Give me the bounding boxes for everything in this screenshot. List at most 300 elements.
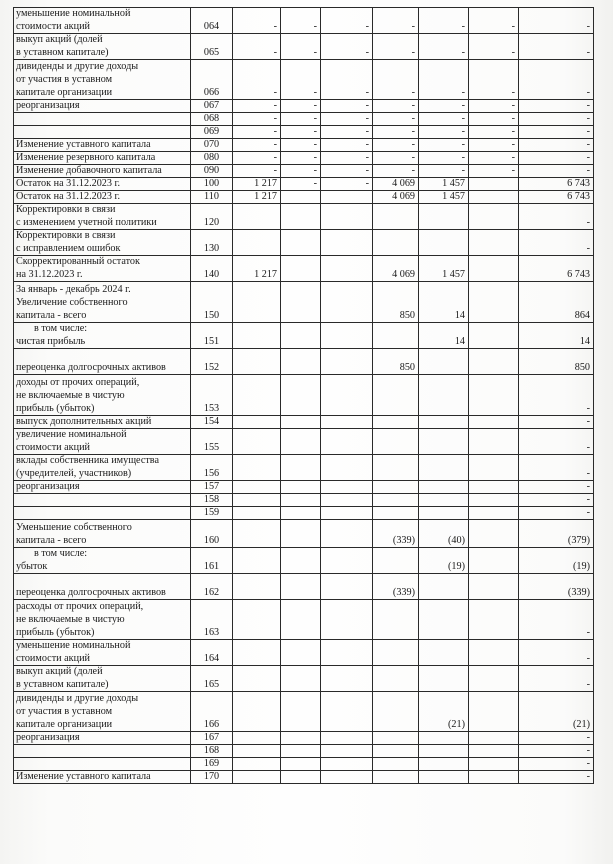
- value-cell: [281, 281, 321, 322]
- row-label-cell: [13, 33, 191, 59]
- value-cell: [419, 151, 469, 164]
- table-row: [13, 138, 594, 151]
- row-code: 157: [203, 481, 220, 492]
- cell-value: (19): [448, 561, 465, 572]
- value-cell: [321, 599, 373, 639]
- cell-value: -: [365, 87, 369, 98]
- row-label: уменьшение номинальной стоимости акций: [16, 640, 131, 664]
- value-cell: [373, 744, 419, 757]
- value-cell: [233, 151, 281, 164]
- table-row: [13, 348, 594, 374]
- value-cell: [519, 177, 594, 190]
- value-cell: [321, 125, 373, 138]
- row-code: 164: [203, 653, 220, 664]
- value-cell: [281, 59, 321, 99]
- row-code-cell: [191, 112, 233, 125]
- table-row: [13, 770, 594, 784]
- value-cell: [519, 229, 594, 255]
- cell-value: -: [586, 679, 590, 690]
- value-cell: [519, 348, 594, 374]
- value-cell: [281, 454, 321, 480]
- cell-value: 6 743: [567, 191, 590, 202]
- cell-value: -: [313, 152, 317, 163]
- value-cell: [373, 112, 419, 125]
- value-cell: [469, 428, 519, 454]
- row-code: 158: [203, 494, 220, 505]
- value-cell: [469, 59, 519, 99]
- value-cell: [373, 33, 419, 59]
- value-cell: [321, 255, 373, 281]
- row-code: 152: [203, 362, 220, 373]
- row-code: 064: [203, 21, 220, 32]
- value-cell: [281, 639, 321, 665]
- cell-value: (40): [448, 535, 465, 546]
- cell-value: -: [313, 126, 317, 137]
- table-row: [13, 322, 594, 348]
- value-cell: [519, 7, 594, 33]
- cell-value: (21): [573, 719, 590, 730]
- row-code: 166: [203, 719, 220, 730]
- row-label: выпуск дополнительных акций: [16, 416, 152, 427]
- table-row: [13, 506, 594, 519]
- row-code-cell: [191, 415, 233, 428]
- cell-value: -: [461, 47, 465, 58]
- value-cell: [373, 493, 419, 506]
- value-cell: [519, 573, 594, 599]
- value-cell: [233, 322, 281, 348]
- cell-value: -: [273, 152, 277, 163]
- row-label: Корректировки в связи с исправлением ошибок: [16, 230, 121, 254]
- cell-value: -: [273, 139, 277, 150]
- value-cell: [519, 112, 594, 125]
- row-code-cell: [191, 125, 233, 138]
- value-cell: [233, 519, 281, 547]
- value-cell: [373, 255, 419, 281]
- row-label: За январь - декабрь 2024 г. Увеличение собственного капитала - всего: [16, 284, 131, 321]
- value-cell: [469, 506, 519, 519]
- row-code-cell: [191, 151, 233, 164]
- value-cell: [281, 599, 321, 639]
- value-cell: [469, 731, 519, 744]
- cell-value: -: [411, 47, 415, 58]
- value-cell: [373, 7, 419, 33]
- row-label: реорганизация: [16, 732, 80, 743]
- row-code: 168: [203, 745, 220, 756]
- value-cell: [321, 665, 373, 691]
- value-cell: [419, 770, 469, 784]
- row-code-cell: [191, 770, 233, 784]
- cell-value: -: [586, 771, 590, 782]
- row-label: выкуп акций (долей в уставном капитале): [16, 34, 109, 58]
- value-cell: [321, 99, 373, 112]
- value-cell: [519, 480, 594, 493]
- row-code: 151: [203, 336, 220, 347]
- value-cell: [321, 454, 373, 480]
- row-code: 140: [203, 269, 220, 280]
- value-cell: [419, 255, 469, 281]
- value-cell: [373, 454, 419, 480]
- table-row: [13, 639, 594, 665]
- row-code-cell: [191, 744, 233, 757]
- value-cell: [419, 757, 469, 770]
- value-cell: [281, 112, 321, 125]
- row-label: переоценка долгосрочных активов: [16, 362, 166, 373]
- row-code-cell: [191, 731, 233, 744]
- row-code-cell: [191, 665, 233, 691]
- cell-value: 14: [579, 336, 590, 347]
- value-cell: [469, 281, 519, 322]
- row-label: в том числе: чистая прибыль: [16, 323, 88, 347]
- value-cell: [519, 255, 594, 281]
- value-cell: [419, 374, 469, 415]
- value-cell: [469, 547, 519, 573]
- value-cell: [321, 639, 373, 665]
- cell-value: -: [586, 627, 590, 638]
- cell-value: 850: [574, 362, 590, 373]
- cell-value: -: [365, 100, 369, 111]
- value-cell: [233, 665, 281, 691]
- row-label: Изменение резервного капитала: [16, 152, 156, 163]
- value-cell: [469, 164, 519, 177]
- row-label-cell: [13, 255, 191, 281]
- value-cell: [373, 164, 419, 177]
- value-cell: [419, 599, 469, 639]
- cell-value: 14: [454, 310, 465, 321]
- row-code-cell: [191, 281, 233, 322]
- cell-value: 1 217: [254, 269, 277, 280]
- value-cell: [469, 229, 519, 255]
- value-cell: [233, 547, 281, 573]
- value-cell: [419, 7, 469, 33]
- cell-value: -: [511, 21, 515, 32]
- value-cell: [321, 691, 373, 731]
- table-row: [13, 190, 594, 203]
- value-cell: [281, 322, 321, 348]
- value-cell: [469, 599, 519, 639]
- value-cell: [373, 99, 419, 112]
- row-code: 154: [203, 416, 220, 427]
- value-cell: [519, 757, 594, 770]
- value-cell: [321, 138, 373, 151]
- value-cell: [419, 573, 469, 599]
- value-cell: [281, 415, 321, 428]
- value-cell: [321, 573, 373, 599]
- value-cell: [419, 639, 469, 665]
- value-cell: [233, 33, 281, 59]
- value-cell: [419, 480, 469, 493]
- cell-value: -: [586, 507, 590, 518]
- value-cell: [321, 493, 373, 506]
- equity-changes-table: [13, 7, 594, 784]
- cell-value: (339): [392, 587, 415, 598]
- row-label: Остаток на 31.12.2023 г.: [16, 191, 121, 202]
- value-cell: [281, 744, 321, 757]
- cell-value: -: [586, 100, 590, 111]
- value-cell: [233, 639, 281, 665]
- cell-value: 1 217: [254, 191, 277, 202]
- cell-value: 4 069: [392, 269, 415, 280]
- row-label: реорганизация: [16, 481, 80, 492]
- row-code: 159: [203, 507, 220, 518]
- value-cell: [281, 164, 321, 177]
- row-label-cell: [13, 374, 191, 415]
- value-cell: [373, 322, 419, 348]
- row-code: 069: [203, 126, 220, 137]
- value-cell: [419, 203, 469, 229]
- value-cell: [373, 639, 419, 665]
- cell-value: -: [461, 113, 465, 124]
- table-row: [13, 33, 594, 59]
- value-cell: [519, 33, 594, 59]
- value-cell: [419, 281, 469, 322]
- cell-value: -: [313, 178, 317, 189]
- value-cell: [373, 573, 419, 599]
- row-code-cell: [191, 480, 233, 493]
- value-cell: [419, 547, 469, 573]
- value-cell: [419, 99, 469, 112]
- value-cell: [419, 428, 469, 454]
- value-cell: [233, 415, 281, 428]
- row-label-cell: [13, 744, 191, 757]
- cell-value: -: [586, 494, 590, 505]
- row-code: 169: [203, 758, 220, 769]
- value-cell: [519, 428, 594, 454]
- value-cell: [419, 33, 469, 59]
- row-label-cell: [13, 757, 191, 770]
- value-cell: [469, 125, 519, 138]
- cell-value: 850: [399, 310, 415, 321]
- row-label-cell: [13, 151, 191, 164]
- value-cell: [321, 731, 373, 744]
- row-label-cell: [13, 665, 191, 691]
- value-cell: [519, 125, 594, 138]
- value-cell: [519, 547, 594, 573]
- value-cell: [281, 493, 321, 506]
- cell-value: -: [313, 47, 317, 58]
- cell-value: -: [365, 139, 369, 150]
- value-cell: [469, 770, 519, 784]
- table-row: [13, 493, 594, 506]
- value-cell: [469, 33, 519, 59]
- value-cell: [419, 415, 469, 428]
- table-row: [13, 744, 594, 757]
- value-cell: [233, 281, 281, 322]
- row-label-cell: [13, 454, 191, 480]
- cell-value: -: [511, 126, 515, 137]
- cell-value: -: [411, 165, 415, 176]
- row-code: 080: [203, 152, 220, 163]
- row-code: 163: [203, 627, 220, 638]
- value-cell: [321, 506, 373, 519]
- table-row: [13, 203, 594, 229]
- row-code-cell: [191, 138, 233, 151]
- value-cell: [281, 480, 321, 493]
- value-cell: [321, 322, 373, 348]
- cell-value: -: [511, 87, 515, 98]
- table-row: [13, 599, 594, 639]
- row-label-cell: [13, 177, 191, 190]
- row-label-cell: [13, 519, 191, 547]
- row-label-cell: [13, 493, 191, 506]
- row-label-cell: [13, 731, 191, 744]
- row-code-cell: [191, 573, 233, 599]
- value-cell: [321, 7, 373, 33]
- value-cell: [233, 493, 281, 506]
- value-cell: [519, 203, 594, 229]
- row-code-cell: [191, 164, 233, 177]
- value-cell: [373, 428, 419, 454]
- cell-value: -: [511, 165, 515, 176]
- value-cell: [281, 99, 321, 112]
- value-cell: [233, 454, 281, 480]
- row-code-cell: [191, 177, 233, 190]
- row-label-cell: [13, 691, 191, 731]
- row-code-cell: [191, 757, 233, 770]
- row-label-cell: [13, 164, 191, 177]
- cell-value: -: [586, 87, 590, 98]
- row-label-cell: [13, 281, 191, 322]
- cell-value: -: [461, 87, 465, 98]
- row-code-cell: [191, 33, 233, 59]
- cell-value: -: [586, 139, 590, 150]
- value-cell: [373, 138, 419, 151]
- value-cell: [519, 665, 594, 691]
- value-cell: [373, 281, 419, 322]
- row-code-cell: [191, 691, 233, 731]
- value-cell: [281, 190, 321, 203]
- row-label-cell: [13, 203, 191, 229]
- row-label: выкуп акций (долей в уставном капитале): [16, 666, 109, 690]
- row-label-cell: [13, 59, 191, 99]
- value-cell: [233, 203, 281, 229]
- value-cell: [321, 203, 373, 229]
- value-cell: [321, 374, 373, 415]
- row-code-cell: [191, 348, 233, 374]
- value-cell: [233, 112, 281, 125]
- cell-value: -: [365, 152, 369, 163]
- value-cell: [469, 573, 519, 599]
- cell-value: -: [313, 165, 317, 176]
- value-cell: [373, 125, 419, 138]
- row-label-cell: [13, 322, 191, 348]
- table-row: [13, 255, 594, 281]
- value-cell: [419, 138, 469, 151]
- table-row: [13, 428, 594, 454]
- value-cell: [373, 59, 419, 99]
- value-cell: [281, 770, 321, 784]
- value-cell: [469, 493, 519, 506]
- value-cell: [281, 203, 321, 229]
- cell-value: -: [461, 152, 465, 163]
- row-code-cell: [191, 322, 233, 348]
- value-cell: [469, 190, 519, 203]
- cell-value: -: [411, 139, 415, 150]
- cell-value: 1 457: [442, 178, 465, 189]
- value-cell: [321, 744, 373, 757]
- cell-value: -: [411, 126, 415, 137]
- cell-value: -: [586, 165, 590, 176]
- row-label: Изменение уставного капитала: [16, 139, 151, 150]
- value-cell: [519, 506, 594, 519]
- cell-value: -: [273, 126, 277, 137]
- cell-value: (21): [448, 719, 465, 730]
- row-label: Корректировки в связи с изменением учетной политики: [16, 204, 157, 228]
- value-cell: [469, 99, 519, 112]
- value-cell: [281, 177, 321, 190]
- cell-value: -: [586, 468, 590, 479]
- cell-value: -: [313, 139, 317, 150]
- value-cell: [469, 519, 519, 547]
- value-cell: [373, 599, 419, 639]
- table-row: [13, 519, 594, 547]
- value-cell: [469, 151, 519, 164]
- row-code-cell: [191, 599, 233, 639]
- cell-value: -: [313, 113, 317, 124]
- row-code: 167: [203, 732, 220, 743]
- value-cell: [281, 665, 321, 691]
- value-cell: [373, 547, 419, 573]
- row-label: доходы от прочих операций, не включаемые в чистую прибыль (убыток): [16, 377, 140, 414]
- value-cell: [233, 59, 281, 99]
- table-row: [13, 480, 594, 493]
- value-cell: [321, 480, 373, 493]
- value-cell: [233, 7, 281, 33]
- value-cell: [519, 99, 594, 112]
- row-label-cell: [13, 415, 191, 428]
- value-cell: [233, 177, 281, 190]
- value-cell: [469, 177, 519, 190]
- value-cell: [373, 177, 419, 190]
- cell-value: -: [411, 100, 415, 111]
- table-row: [13, 665, 594, 691]
- table-row: [13, 573, 594, 599]
- row-code: 160: [203, 535, 220, 546]
- value-cell: [281, 229, 321, 255]
- row-code-cell: [191, 506, 233, 519]
- value-cell: [519, 639, 594, 665]
- row-label-cell: [13, 138, 191, 151]
- cell-value: -: [461, 165, 465, 176]
- table-row: [13, 454, 594, 480]
- cell-value: -: [365, 21, 369, 32]
- value-cell: [373, 348, 419, 374]
- value-cell: [519, 744, 594, 757]
- value-cell: [233, 770, 281, 784]
- row-code-cell: [191, 229, 233, 255]
- value-cell: [469, 348, 519, 374]
- row-label-cell: [13, 770, 191, 784]
- row-label: в том числе: убыток: [16, 548, 88, 572]
- row-label-cell: [13, 573, 191, 599]
- cell-value: 6 743: [567, 178, 590, 189]
- value-cell: [519, 59, 594, 99]
- value-cell: [233, 348, 281, 374]
- value-cell: [419, 125, 469, 138]
- cell-value: -: [273, 113, 277, 124]
- value-cell: [281, 255, 321, 281]
- cell-value: -: [365, 47, 369, 58]
- value-cell: [373, 203, 419, 229]
- value-cell: [373, 374, 419, 415]
- row-label: увеличение номинальной стоимости акций: [16, 429, 127, 453]
- cell-value: 1 217: [254, 178, 277, 189]
- table-row: [13, 99, 594, 112]
- cell-value: -: [586, 745, 590, 756]
- value-cell: [281, 138, 321, 151]
- value-cell: [519, 190, 594, 203]
- value-cell: [233, 599, 281, 639]
- value-cell: [419, 348, 469, 374]
